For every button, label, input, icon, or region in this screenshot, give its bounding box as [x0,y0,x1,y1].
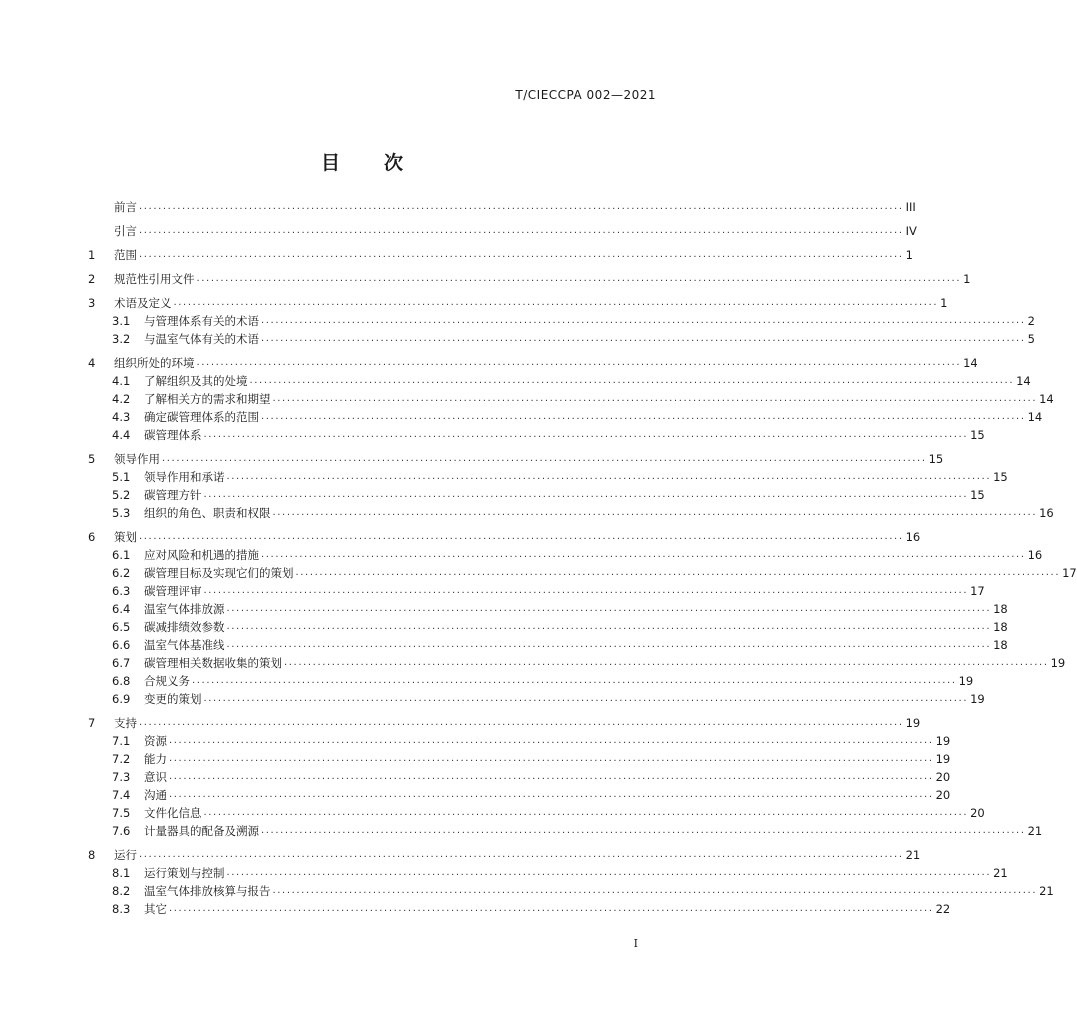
toc-subentry [88,732,951,750]
toc-leader-dots: ................................................................................................................................................................ [203,429,969,440]
page-number: I [633,937,638,950]
toc-entry-label: 碳减排绩效参数 [144,620,225,634]
toc-entry-number: 7.1 [112,734,131,748]
toc-entry-label: 了解组织及其的处境 [144,374,248,388]
toc-leader-dots: ................................................................................................................................................................ [226,471,992,482]
toc-entry-number: 4 [88,356,96,370]
toc-entry-number: 7.3 [112,770,131,784]
toc-entry [88,528,921,546]
toc-entry-page: 1 [905,248,913,262]
toc-entry-number: 7.4 [112,788,131,802]
toc-entry-number: 6.4 [112,602,131,616]
toc-entry-number: 6.7 [112,656,131,670]
toc-entry-page: 18 [993,638,1008,652]
toc-entry-number: 6.8 [112,674,131,688]
toc-subentry [88,312,1035,330]
toc-leader-dots: ................................................................................................................................................................ [169,753,934,764]
toc-entry-label: 与温室气体有关的术语 [144,332,259,346]
toc-entry-page: 16 [905,530,921,544]
toc-entry-number: 6.5 [112,620,131,634]
toc-entry-label: 运行策划与控制 [144,866,225,880]
toc-leader-dots: ................................................................................................................................................................ [261,315,1026,326]
toc-entry-label: 与管理体系有关的术语 [144,314,259,328]
toc-entry-page: 19 [958,674,974,688]
toc-subentry [88,408,1043,426]
toc-entry-page: 15 [970,428,985,442]
toc-entry-number: 3 [88,296,96,310]
toc-entry-page: 20 [970,806,985,820]
toc-subentry [88,600,1008,618]
toc-entry-label: 前言 [114,200,137,214]
toc-entry-page: 16 [1027,548,1043,562]
toc-entry [88,354,978,372]
toc-entry-label: 温室气体排放源 [144,602,225,616]
toc-entry [88,222,917,240]
toc-entry-number: 5.3 [112,506,131,520]
toc-entry-page: 18 [993,620,1008,634]
toc-entry-label: 合规义务 [144,674,190,688]
toc-title-char-2: 次 [384,152,404,174]
toc-entry-page: 15 [928,452,944,466]
toc-leader-dots: ................................................................................................................................................................ [169,789,934,800]
toc-entry-number: 8.3 [112,902,131,916]
toc-subentry [88,864,1008,882]
toc-entry-page: 21 [993,866,1008,880]
toc-entry-label: 碳管理目标及实现它们的策划 [144,566,294,580]
toc-subentry [88,690,985,708]
toc-entry [88,846,921,864]
toc-entry-label: 组织所处的环境 [114,356,195,370]
toc-leader-dots: ................................................................................................................................................................ [226,639,992,650]
toc-subentry [88,882,1054,900]
toc-entry-page: 19 [935,752,951,766]
toc-entry-label: 引言 [114,224,137,238]
toc-entry-number: 4.3 [112,410,131,424]
toc-entry-label: 组织的角色、职责和权限 [144,506,271,520]
toc-leader-dots: ................................................................................................................................................................ [196,273,962,284]
toc-entry [88,198,916,216]
toc-entry-label: 温室气体排放核算与报告 [144,884,271,898]
toc-leader-dots: ................................................................................................................................................................ [169,771,934,782]
toc-leader-dots: ................................................................................................................................................................ [249,375,1015,386]
toc-leader-dots: ................................................................................................................................................................ [226,621,992,632]
toc-entry-page: 16 [1039,506,1054,520]
toc-leader-dots: ................................................................................................................................................................ [169,735,934,746]
toc-entry-label: 领导作用和承诺 [144,470,225,484]
toc-entry-page: 22 [935,902,951,916]
toc-leader-dots: ................................................................................................................................................................ [203,807,969,818]
toc-leader-dots: ................................................................................................................................................................ [162,453,927,464]
toc-subentry [88,618,1008,636]
toc-entry-page: 15 [993,470,1008,484]
toc-leader-dots: ................................................................................................................................................................ [272,885,1038,896]
toc-leader-dots: ................................................................................................................................................................ [203,693,969,704]
toc-leader-dots: ................................................................................................................................................................ [284,657,1049,668]
toc-title [0,148,724,175]
toc-subentry [88,468,1008,486]
toc-entry [88,714,921,732]
toc-leader-dots: ................................................................................................................................................................ [295,567,1061,578]
toc-subentry [88,654,1066,672]
toc-entry-number: 6 [88,530,96,544]
table-of-contents [88,198,1077,918]
toc-entry-number: 7.2 [112,752,131,766]
toc-leader-dots: ................................................................................................................................................................ [203,489,969,500]
toc-entry-page: 19 [1050,656,1066,670]
toc-entry-label: 领导作用 [114,452,160,466]
toc-entry-label: 变更的策划 [144,692,202,706]
toc-subentry [88,372,1031,390]
toc-entry-label: 术语及定义 [114,296,172,310]
toc-entry-number: 6.6 [112,638,131,652]
toc-entry [88,450,944,468]
toc-entry-page: 14 [1039,392,1054,406]
toc-entry-page: 17 [970,584,985,598]
toc-entry-label: 计量器具的配备及溯源 [144,824,259,838]
toc-entry-page: 19 [970,692,985,706]
toc-subentry [88,564,1077,582]
toc-entry-number: 7 [88,716,96,730]
toc-entry-label: 沟通 [144,788,167,802]
toc-entry-label: 支持 [114,716,137,730]
toc-leader-dots: ................................................................................................................................................................ [196,357,962,368]
toc-entry-number: 5.1 [112,470,131,484]
toc-title-char-1: 目 [320,152,340,174]
toc-entry-page: 1 [940,296,948,310]
toc-entry-page: III [905,200,916,214]
toc-subentry [88,900,951,918]
toc-entry-label: 文件化信息 [144,806,202,820]
toc-entry-page: 21 [1039,884,1054,898]
toc-subentry [88,504,1054,522]
toc-subentry [88,822,1043,840]
toc-leader-dots: ................................................................................................................................................................ [169,903,934,914]
toc-leader-dots: ................................................................................................................................................................ [139,849,904,860]
toc-entry-number: 5.2 [112,488,131,502]
toc-entry-number: 7.5 [112,806,131,820]
toc-subentry [88,486,985,504]
toc-leader-dots: ................................................................................................................................................................ [272,393,1038,404]
toc-entry-label: 确定碳管理体系的范围 [144,410,259,424]
toc-subentry [88,582,985,600]
toc-leader-dots: ................................................................................................................................................................ [226,867,992,878]
toc-entry-label: 碳管理相关数据收集的策划 [144,656,282,670]
toc-subentry [88,390,1054,408]
toc-entry-label: 运行 [114,848,137,862]
document-code: T/CIECCPA 002—2021 [515,88,656,102]
toc-entry-number: 6.2 [112,566,131,580]
toc-subentry [88,768,951,786]
toc-entry-label: 规范性引用文件 [114,272,195,286]
toc-entry-page: 20 [935,788,951,802]
toc-entry-label: 温室气体基准线 [144,638,225,652]
toc-entry-number: 3.2 [112,332,131,346]
toc-entry-page: IV [905,224,917,238]
toc-entry-page: 2 [1027,314,1035,328]
toc-entry-page: 21 [1027,824,1043,838]
toc-entry-number: 4.2 [112,392,131,406]
toc-leader-dots: ................................................................................................................................................................ [192,675,957,686]
toc-entry-label: 意识 [144,770,167,784]
toc-leader-dots: ................................................................................................................................................................ [139,249,904,260]
toc-entry-page: 17 [1062,566,1077,580]
toc-entry-label: 其它 [144,902,167,916]
toc-subentry [88,672,974,690]
toc-subentry [88,330,1035,348]
toc-entry-number: 8 [88,848,96,862]
toc-subentry [88,636,1008,654]
toc-entry-page: 5 [1027,332,1035,346]
toc-entry-number: 4.1 [112,374,131,388]
toc-entry-number: 3.1 [112,314,131,328]
toc-leader-dots: ................................................................................................................................................................ [139,225,904,236]
toc-entry-page: 21 [905,848,921,862]
toc-leader-dots: ................................................................................................................................................................ [261,411,1026,422]
toc-leader-dots: ................................................................................................................................................................ [203,585,969,596]
toc-entry-label: 能力 [144,752,167,766]
toc-entry-label: 策划 [114,530,137,544]
toc-entry-label: 碳管理评审 [144,584,202,598]
toc-entry-number: 8.1 [112,866,131,880]
toc-leader-dots: ................................................................................................................................................................ [139,531,904,542]
toc-entry-page: 14 [963,356,978,370]
toc-leader-dots: ................................................................................................................................................................ [272,507,1038,518]
toc-entry-page: 18 [993,602,1008,616]
toc-subentry [88,426,985,444]
toc-entry-number: 8.2 [112,884,131,898]
toc-subentry [88,804,985,822]
toc-entry-number: 2 [88,272,96,286]
toc-entry [88,270,971,288]
toc-entry-number: 6.3 [112,584,131,598]
toc-entry-number: 1 [88,248,96,262]
toc-entry [88,246,913,264]
toc-entry-number: 4.4 [112,428,131,442]
toc-entry-page: 15 [970,488,985,502]
toc-leader-dots: ................................................................................................................................................................ [261,549,1026,560]
toc-entry-number: 7.6 [112,824,131,838]
toc-entry-label: 碳管理方针 [144,488,202,502]
toc-entry-label: 资源 [144,734,167,748]
toc-entry-page: 19 [935,734,951,748]
toc-entry-page: 14 [1016,374,1031,388]
toc-entry-label: 碳管理体系 [144,428,202,442]
toc-entry-label: 应对风险和机遇的措施 [144,548,259,562]
toc-entry-number: 5 [88,452,96,466]
toc-leader-dots: ................................................................................................................................................................ [261,333,1026,344]
toc-leader-dots: ................................................................................................................................................................ [226,603,992,614]
toc-entry-page: 14 [1027,410,1043,424]
toc-entry [88,294,948,312]
toc-leader-dots: ................................................................................................................................................................ [139,201,904,212]
toc-entry-number: 6.9 [112,692,131,706]
toc-entry-number: 6.1 [112,548,131,562]
toc-entry-page: 1 [963,272,971,286]
toc-leader-dots: ................................................................................................................................................................ [139,717,904,728]
toc-subentry [88,750,951,768]
toc-entry-label: 了解相关方的需求和期望 [144,392,271,406]
toc-subentry [88,546,1043,564]
toc-leader-dots: ................................................................................................................................................................ [173,297,939,308]
toc-subentry [88,786,951,804]
toc-leader-dots: ................................................................................................................................................................ [261,825,1026,836]
toc-entry-label: 范围 [114,248,137,262]
toc-entry-page: 19 [905,716,921,730]
toc-entry-page: 20 [935,770,951,784]
